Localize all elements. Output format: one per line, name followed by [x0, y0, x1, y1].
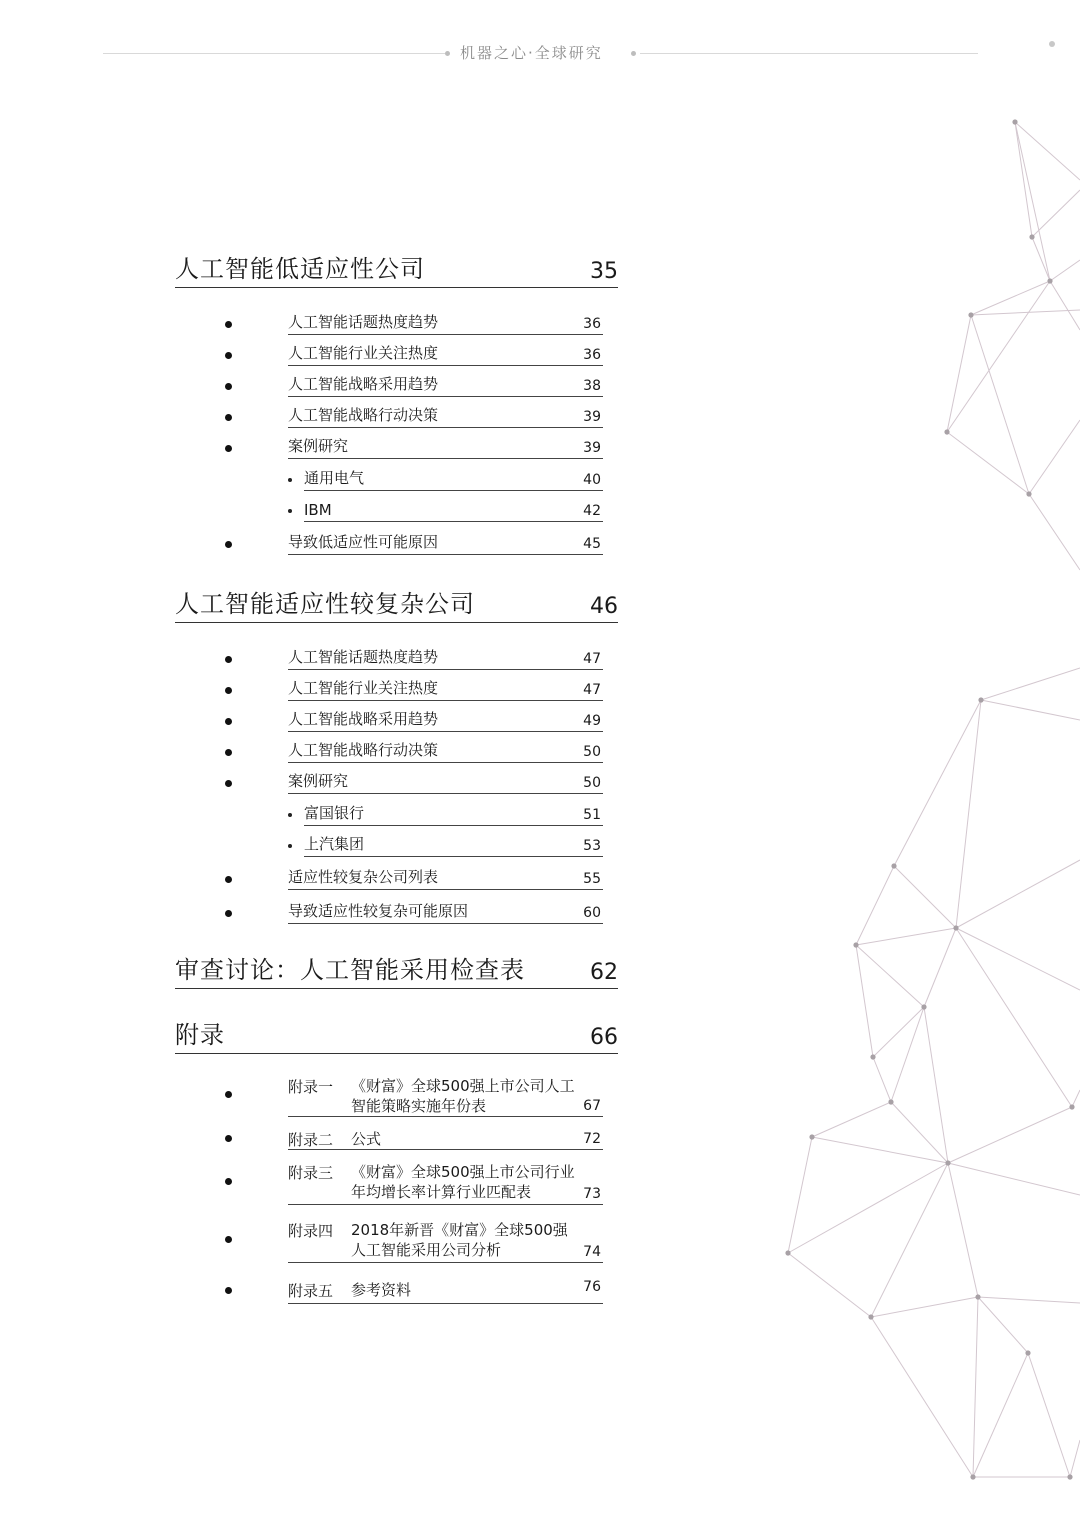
entry-label: 上汽集团: [304, 835, 365, 853]
entry-label: 案例研究: [288, 437, 349, 455]
bullet-dot: [225, 352, 232, 359]
bullet-dot: [225, 1178, 232, 1185]
entry-page: 40: [583, 472, 601, 488]
toc-entry[interactable]: [288, 676, 603, 701]
entry-label: 人工智能话题热度趋势: [288, 313, 439, 331]
bullet-dot: [225, 1091, 232, 1098]
appendix-label: 附录一: [288, 1078, 334, 1096]
bullet-dot: [225, 1135, 232, 1142]
toc-entry[interactable]: [288, 707, 603, 732]
toc-entry[interactable]: [288, 403, 603, 428]
entry-label: 通用电气: [304, 469, 365, 487]
entry-page: 60: [583, 905, 601, 921]
entry-page: 36: [583, 347, 601, 363]
entry-page: 53: [583, 838, 601, 854]
toc-entry[interactable]: [288, 530, 603, 555]
section-page: 66: [590, 1025, 618, 1050]
appendix-entry[interactable]: [288, 1162, 603, 1205]
toc-entry[interactable]: [288, 645, 603, 670]
section-page: 46: [590, 594, 618, 619]
toc-entry[interactable]: [288, 372, 603, 397]
appendix-label: 附录二: [288, 1131, 334, 1149]
appendix-entry[interactable]: [288, 1280, 603, 1304]
appendix-text: 《财富》全球500强上市公司行业年均增长率计算行业匹配表: [351, 1163, 575, 1201]
entry-label: 人工智能战略行动决策: [288, 741, 439, 759]
appendix-entry[interactable]: [288, 1220, 603, 1263]
header-dot-right: [631, 51, 636, 56]
sub-bullet-dot: [288, 478, 292, 482]
bullet-dot: [225, 321, 232, 328]
toc-entry[interactable]: [288, 434, 603, 459]
entry-page: 39: [583, 440, 601, 456]
toc-subentry[interactable]: [304, 832, 603, 857]
bullet-dot: [225, 1287, 232, 1294]
entry-page: 47: [583, 682, 601, 698]
bullet-dot: [225, 749, 232, 756]
section-title: 人工智能低适应性公司: [175, 255, 425, 283]
entry-label: 富国银行: [304, 804, 365, 822]
appendix-label: 附录四: [288, 1222, 334, 1240]
header-title: 机器之心·全球研究: [460, 44, 603, 62]
header-dot-left: [445, 51, 450, 56]
entry-label: 导致低适应性可能原因: [288, 533, 439, 551]
header-rule-left: [103, 53, 445, 54]
entry-label: 人工智能话题热度趋势: [288, 648, 439, 666]
toc-section-appendix[interactable]: [175, 1017, 618, 1054]
toc-subentry[interactable]: [304, 466, 603, 491]
corner-dot: [1049, 41, 1055, 47]
entry-label: 人工智能战略行动决策: [288, 406, 439, 424]
toc-section-review-checklist[interactable]: [175, 952, 618, 989]
entry-page: 47: [583, 651, 601, 667]
appendix-text: 参考资料: [351, 1281, 412, 1299]
entry-page: 42: [583, 503, 601, 519]
entry-page: 51: [583, 807, 601, 823]
entry-page: 73: [583, 1186, 601, 1202]
entry-page: 45: [583, 536, 601, 552]
appendix-text: 2018年新晋《财富》全球500强人工智能采用公司分析: [351, 1221, 568, 1259]
sub-bullet-dot: [288, 844, 292, 848]
appendix-text: 公式: [351, 1130, 382, 1148]
entry-label: 适应性较复杂公司列表: [288, 868, 439, 886]
appendix-entry[interactable]: [288, 1129, 603, 1150]
toc-entry[interactable]: [288, 899, 603, 924]
appendix-entry[interactable]: [288, 1076, 603, 1117]
bullet-dot: [225, 780, 232, 787]
header-rule-right: [640, 53, 978, 54]
toc-entry[interactable]: [288, 769, 603, 794]
toc-section-complex-adaptability[interactable]: [175, 586, 618, 623]
sub-bullet-dot: [288, 509, 292, 513]
bullet-dot: [225, 718, 232, 725]
entry-page: 49: [583, 713, 601, 729]
section-title: 审查讨论：人工智能采用检查表: [175, 956, 525, 984]
toc-section-low-adaptability[interactable]: [175, 251, 618, 288]
toc-entry[interactable]: [288, 310, 603, 335]
toc-entry[interactable]: [288, 865, 603, 890]
toc-entry[interactable]: [288, 341, 603, 366]
entry-page: 74: [583, 1244, 601, 1260]
section-title: 附录: [175, 1021, 225, 1049]
section-page: 35: [590, 259, 618, 284]
entry-page: 39: [583, 409, 601, 425]
bullet-dot: [225, 414, 232, 421]
bullet-dot: [225, 1236, 232, 1243]
entry-label: 导致适应性较复杂可能原因: [288, 902, 469, 920]
bullet-dot: [225, 656, 232, 663]
bullet-dot: [225, 541, 232, 548]
bullet-dot: [225, 687, 232, 694]
entry-label: 人工智能战略采用趋势: [288, 710, 439, 728]
entry-page: 50: [583, 775, 601, 791]
toc-entry[interactable]: [288, 738, 603, 763]
appendix-label: 附录三: [288, 1164, 334, 1182]
entry-page: 72: [583, 1131, 601, 1147]
entry-page: 76: [583, 1279, 601, 1295]
entry-label: 人工智能行业关注热度: [288, 679, 439, 697]
bullet-dot: [225, 445, 232, 452]
network-decoration: [760, 100, 1080, 1527]
section-page: 62: [590, 960, 618, 985]
toc-subentry[interactable]: [304, 497, 603, 522]
entry-label: 案例研究: [288, 772, 349, 790]
entry-label: 人工智能战略采用趋势: [288, 375, 439, 393]
entry-page: 50: [583, 744, 601, 760]
section-title: 人工智能适应性较复杂公司: [175, 590, 475, 618]
bullet-dot: [225, 383, 232, 390]
entry-label: 人工智能行业关注热度: [288, 344, 439, 362]
entry-page: 67: [583, 1098, 601, 1114]
entry-label: IBM: [304, 501, 332, 519]
appendix-label: 附录五: [288, 1282, 334, 1300]
appendix-text: 《财富》全球500强上市公司人工智能策略实施年份表: [351, 1077, 575, 1115]
entry-page: 36: [583, 316, 601, 332]
bullet-dot: [225, 910, 232, 917]
entry-page: 38: [583, 378, 601, 394]
bullet-dot: [225, 876, 232, 883]
entry-page: 55: [583, 871, 601, 887]
sub-bullet-dot: [288, 813, 292, 817]
toc-subentry[interactable]: [304, 801, 603, 826]
